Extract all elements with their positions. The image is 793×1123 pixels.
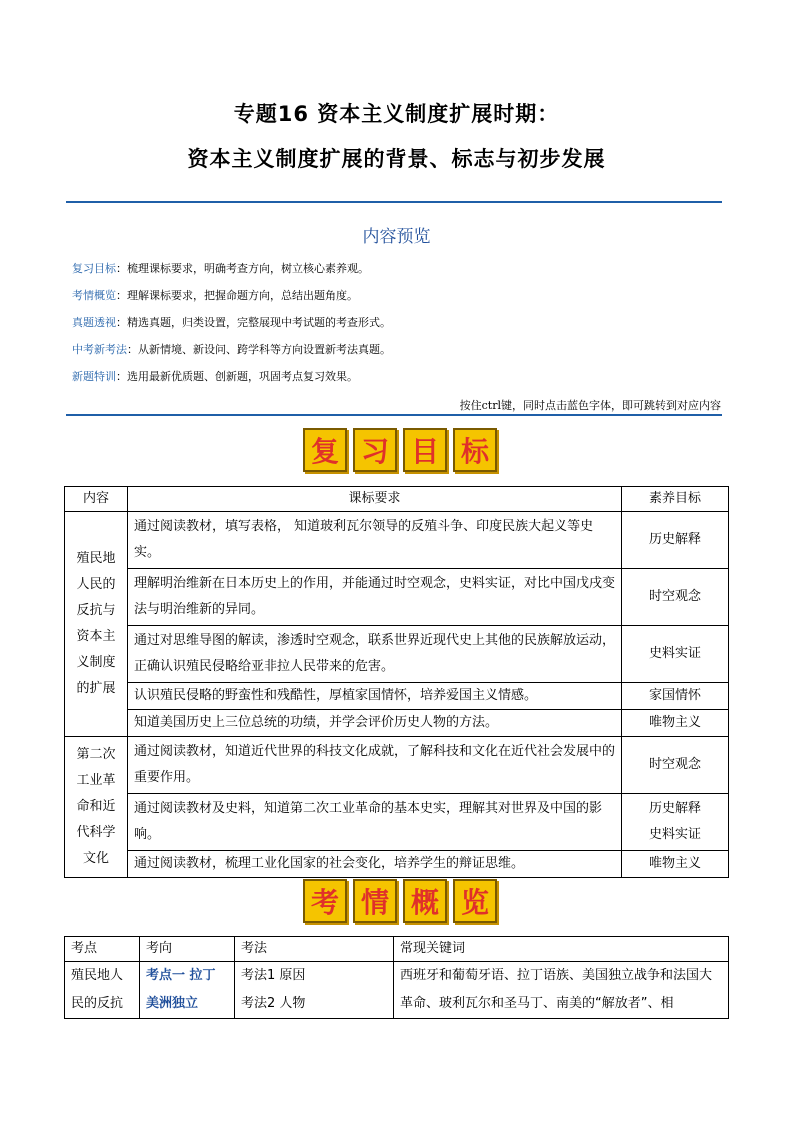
banner-char: 考 <box>303 879 347 923</box>
keywords-cell: 西班牙和葡萄牙语、拉丁语族、美国独立战争和法国大革命、玻利瓦尔和圣马丁、南美的“解放者”、相 <box>394 962 729 1019</box>
requirement-cell: 通过阅读教材及史料，知道第二次工业革命的基本史实，理解其对世界及中国的影响。 <box>128 794 622 851</box>
point-cell: 殖民地人民的反抗 <box>65 962 140 1019</box>
nav-item-label[interactable]: 中考新考法 <box>72 343 127 356</box>
nav-item-text: ：精选真题，归类设置，完整展现中考试题的考查形式。 <box>116 316 391 329</box>
goal-cell: 唯物主义 <box>622 851 729 878</box>
method-item: 考法1 原因 <box>241 968 306 983</box>
header-cell: 内容 <box>65 487 128 512</box>
preview-title: 内容预览 <box>362 227 431 247</box>
goal-cell: 历史解释 <box>622 512 729 569</box>
header-cell: 考法 <box>235 937 394 962</box>
nav-item-real-questions[interactable] <box>72 315 391 331</box>
review-goals-table <box>64 486 729 878</box>
header-cell: 考点 <box>65 937 140 962</box>
nav-item-label[interactable]: 考情概览 <box>72 289 116 302</box>
content-cell: 殖民地人民的反抗与资本主义制度的扩展 <box>65 512 128 737</box>
table-row <box>65 794 729 851</box>
table-row <box>65 962 729 1019</box>
banner-char: 情 <box>353 879 397 923</box>
goal-cell: 时空观念 <box>622 569 729 626</box>
header-cell: 课标要求 <box>128 487 622 512</box>
header-cell: 考向 <box>140 937 235 962</box>
nav-item-label[interactable]: 新题特训 <box>72 370 116 383</box>
nav-item-text: ：从新情境、新设问、跨学科等方向设置新考法真题。 <box>127 343 391 356</box>
table-row <box>65 683 729 710</box>
ctrl-click-hint: 按住ctrl键，同时点击蓝色字体，即可跳转到对应内容 <box>459 399 721 412</box>
banner-char: 复 <box>303 428 347 472</box>
goal-cell: 时空观念 <box>622 737 729 794</box>
banner-review-goals <box>303 428 497 472</box>
table-row <box>65 851 729 878</box>
requirement-cell: 通过阅读教材，填写表格， 知道玻利瓦尔领导的反殖斗争、印度民族大起义等史实。 <box>128 512 622 569</box>
table-row <box>65 512 729 569</box>
table-row <box>65 569 729 626</box>
nav-item-text: ：选用最新优质题、创新题，巩固考点复习效果。 <box>116 370 358 383</box>
table-row <box>65 626 729 683</box>
method-item: 考法2 人物 <box>241 996 306 1011</box>
banner-exam-overview <box>303 879 497 923</box>
goal-cell <box>622 794 729 851</box>
exam-overview-table <box>64 936 729 1019</box>
nav-item-label[interactable]: 复习目标 <box>72 262 116 275</box>
page-title-line1: 专题16 资本主义制度扩展时期： <box>233 102 560 126</box>
requirement-cell: 认识殖民侵略的野蛮性和残酷性，厚植家国情怀，培养爱国主义情感。 <box>128 683 622 710</box>
nav-item-text: ：理解课标要求，把握命题方向，总结出题角度。 <box>116 289 358 302</box>
table-header-row <box>65 487 729 512</box>
banner-char: 习 <box>353 428 397 472</box>
table-header-row <box>65 937 729 962</box>
requirement-cell: 通过对思维导图的解读，渗透时空观念，联系世界近现代史上其他的民族解放运动，正确认识殖民侵略给亚非拉人民带来的危害。 <box>128 626 622 683</box>
header-cell: 素养目标 <box>622 487 729 512</box>
requirement-cell: 理解明治维新在日本历史上的作用，并能通过时空观念，史料实证，对比中国戊戌变法与明治维新的异同。 <box>128 569 622 626</box>
content-cell: 第二次工业革命和近代科学文化 <box>65 737 128 878</box>
table-row <box>65 710 729 737</box>
nav-item-review-goals[interactable] <box>72 261 369 277</box>
header-cell: 常现关键词 <box>394 937 729 962</box>
goal-cell: 史料实证 <box>622 626 729 683</box>
requirement-cell: 通过阅读教材，梳理工业化国家的社会变化，培养学生的辩证思维。 <box>128 851 622 878</box>
table-row <box>65 737 729 794</box>
nav-item-label[interactable]: 真题透视 <box>72 316 116 329</box>
nav-item-new-methods[interactable] <box>72 342 391 358</box>
methods-cell <box>235 962 394 1019</box>
banner-char: 目 <box>403 428 447 472</box>
goal-text: 史料实证 <box>648 827 701 842</box>
requirement-cell: 知道美国历史上三位总统的功绩，并学会评价历史人物的方法。 <box>128 710 622 737</box>
goal-text: 历史解释 <box>648 801 701 816</box>
nav-item-new-training[interactable] <box>72 369 358 385</box>
nav-item-exam-overview[interactable] <box>72 288 358 304</box>
banner-char: 概 <box>403 879 447 923</box>
nav-item-text: ：梳理课标要求，明确考查方向，树立核心素养观。 <box>116 262 369 275</box>
requirement-cell: 通过阅读教材，知道近代世界的科技文化成就，了解科技和文化在近代社会发展中的重要作用。 <box>128 737 622 794</box>
divider-top <box>66 201 722 203</box>
direction-link[interactable]: 考点一 拉丁美洲独立 <box>140 962 235 1019</box>
divider-bottom <box>66 414 722 416</box>
page-title-line2: 资本主义制度扩展的背景、标志与初步发展 <box>187 147 606 171</box>
banner-char: 标 <box>453 428 497 472</box>
banner-char: 览 <box>453 879 497 923</box>
goal-cell: 家国情怀 <box>622 683 729 710</box>
goal-cell: 唯物主义 <box>622 710 729 737</box>
